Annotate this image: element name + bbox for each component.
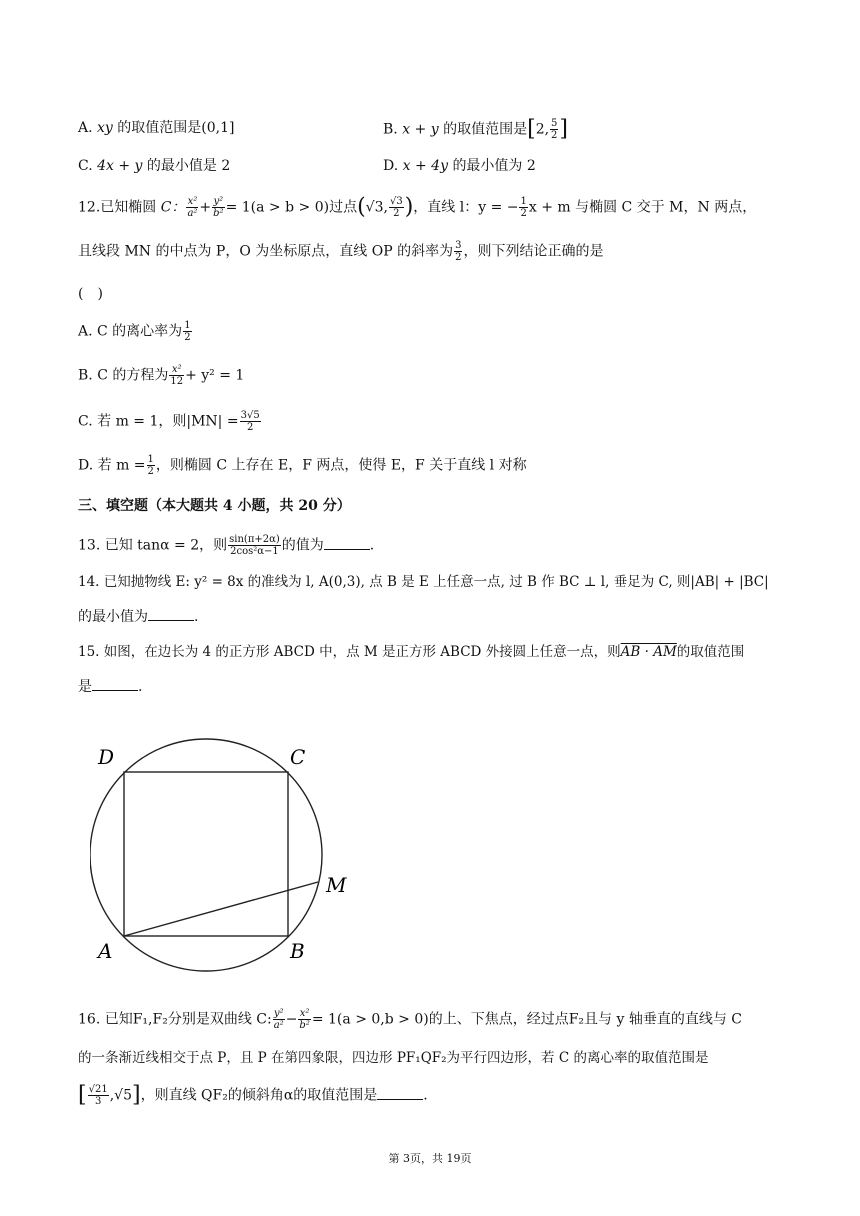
q12-option-d: D. 若 m = $\frac{1}{2}$ ，则椭圆 C 上存在 E，F 两点，使得 E，F 关于直线 l 对称 bbox=[78, 454, 527, 477]
page-footer: 第 3页，共 19页 bbox=[388, 1152, 472, 1165]
answer-blank bbox=[377, 1085, 423, 1100]
q15-line2: 是 . bbox=[78, 676, 142, 697]
square-abcd bbox=[124, 772, 288, 936]
option-label: B. bbox=[383, 121, 398, 138]
vector-product: AB · AM bbox=[620, 644, 677, 660]
q13: 13. 已知 tanα = 2，则 $\frac{\sin(\pi+2\alpha)}{\text{2cos²α−1}}$ 的值为 . bbox=[78, 534, 375, 557]
option-expr: 4x + y bbox=[97, 158, 143, 174]
label-d: D bbox=[98, 745, 115, 769]
q16-line1: 16. 已知F₁,F₂分别是双曲线 C: $\frac{\text{y²}}{\text{a²}}$ − $\frac{\text{x²}}{\text{b²}}$ = 1(a > 0,b > 0)的上、下焦点，经过点F₂且与 y 轴垂直的直线与 C bbox=[78, 1008, 742, 1031]
option-text: 的取值范围是 bbox=[443, 121, 528, 138]
q15-line1: 15. 如图，在边长为 4 的正方形 ABCD 中，点 M 是正方形 ABCD 外接圆上任意一点，则AB · AM的取值范围 bbox=[78, 644, 745, 660]
q16-line2: 的一条渐近线相交于点 P，且 P 在第四象限，四边形 PF₁QF₂为平行四边形，若 C 的离心率的取值范围是 bbox=[78, 1050, 709, 1066]
q12-option-b: B. C 的方程为 $\frac{\text{x²}}{12}$ + y² = 1 bbox=[78, 364, 245, 387]
q14-line2: 的最小值为 . bbox=[78, 606, 198, 627]
q12-stem-line1: 12.已知椭圆 C： $\frac{\text{x²}}{\text{a²}}$ + $\frac{\text{y²}}{\text{b²}}$ = 1(a > b > 0)过点(√3, $\frac{√3}{2}$ )，直线 l：y = − $\frac{1}{2}$ x + m 与椭圆 C 交于 M，N 两点， bbox=[78, 194, 757, 220]
square-circle-figure bbox=[90, 730, 370, 980]
option-label: C. bbox=[78, 158, 93, 174]
q16-line3: [ $\frac{√21}{3}$ ,√5]，则直线 QF₂的倾斜角α的取值范围是 . bbox=[78, 1082, 428, 1108]
segment-am bbox=[124, 882, 318, 936]
q12-paren: ( ) bbox=[78, 286, 103, 302]
option-text: 的取值范围是(0,1] bbox=[117, 120, 235, 136]
q12-option-c: C. 若 m = 1，则|MN| = $\frac{3√5}{2}$ bbox=[78, 410, 260, 433]
q11-option-c bbox=[78, 156, 230, 176]
option-text: 的最小值为 2 bbox=[452, 158, 536, 174]
q11-option-b: B. x + y 的取值范围是[2, $\frac{5}{2}$ ] bbox=[383, 116, 569, 142]
answer-blank bbox=[324, 535, 370, 550]
label-c: C bbox=[290, 745, 306, 769]
option-text: 的最小值是 2 bbox=[146, 158, 231, 174]
q11-option-a bbox=[78, 118, 234, 138]
q11-option-d bbox=[383, 156, 536, 176]
section-header: 三、填空题（本大题共 4 小题，共 20 分） bbox=[78, 498, 351, 514]
q14-line1: 14. 已知抛物线 E: y² = 8x 的准线为 l, A(0,3), 点 B 是 E 上任意一点, 过 B 作 BC ⊥ l, 垂足为 C, 则|AB| + |BC| bbox=[78, 574, 769, 590]
fraction: $\frac{5}{2}$ bbox=[551, 118, 558, 141]
range-left: 2, bbox=[535, 121, 550, 138]
q12-stem-line2: 且线段 MN 的中点为 P，O 为坐标原点，直线 OP 的斜率为 $\frac{3}{2}$ ，则下列结论正确的是 bbox=[78, 240, 604, 263]
label-a: A bbox=[98, 939, 113, 963]
option-label: A. bbox=[78, 120, 93, 136]
answer-blank bbox=[92, 676, 138, 691]
label-b: B bbox=[290, 939, 305, 963]
label-m: M bbox=[326, 873, 347, 897]
option-expr: x + 4y bbox=[402, 158, 448, 174]
option-label: D. bbox=[383, 158, 399, 174]
option-expr: x + y bbox=[402, 121, 439, 138]
q12-option-a: A. C 的离心率为 $\frac{1}{2}$ bbox=[78, 320, 191, 343]
option-expr: xy bbox=[97, 120, 113, 136]
answer-blank bbox=[148, 606, 194, 621]
